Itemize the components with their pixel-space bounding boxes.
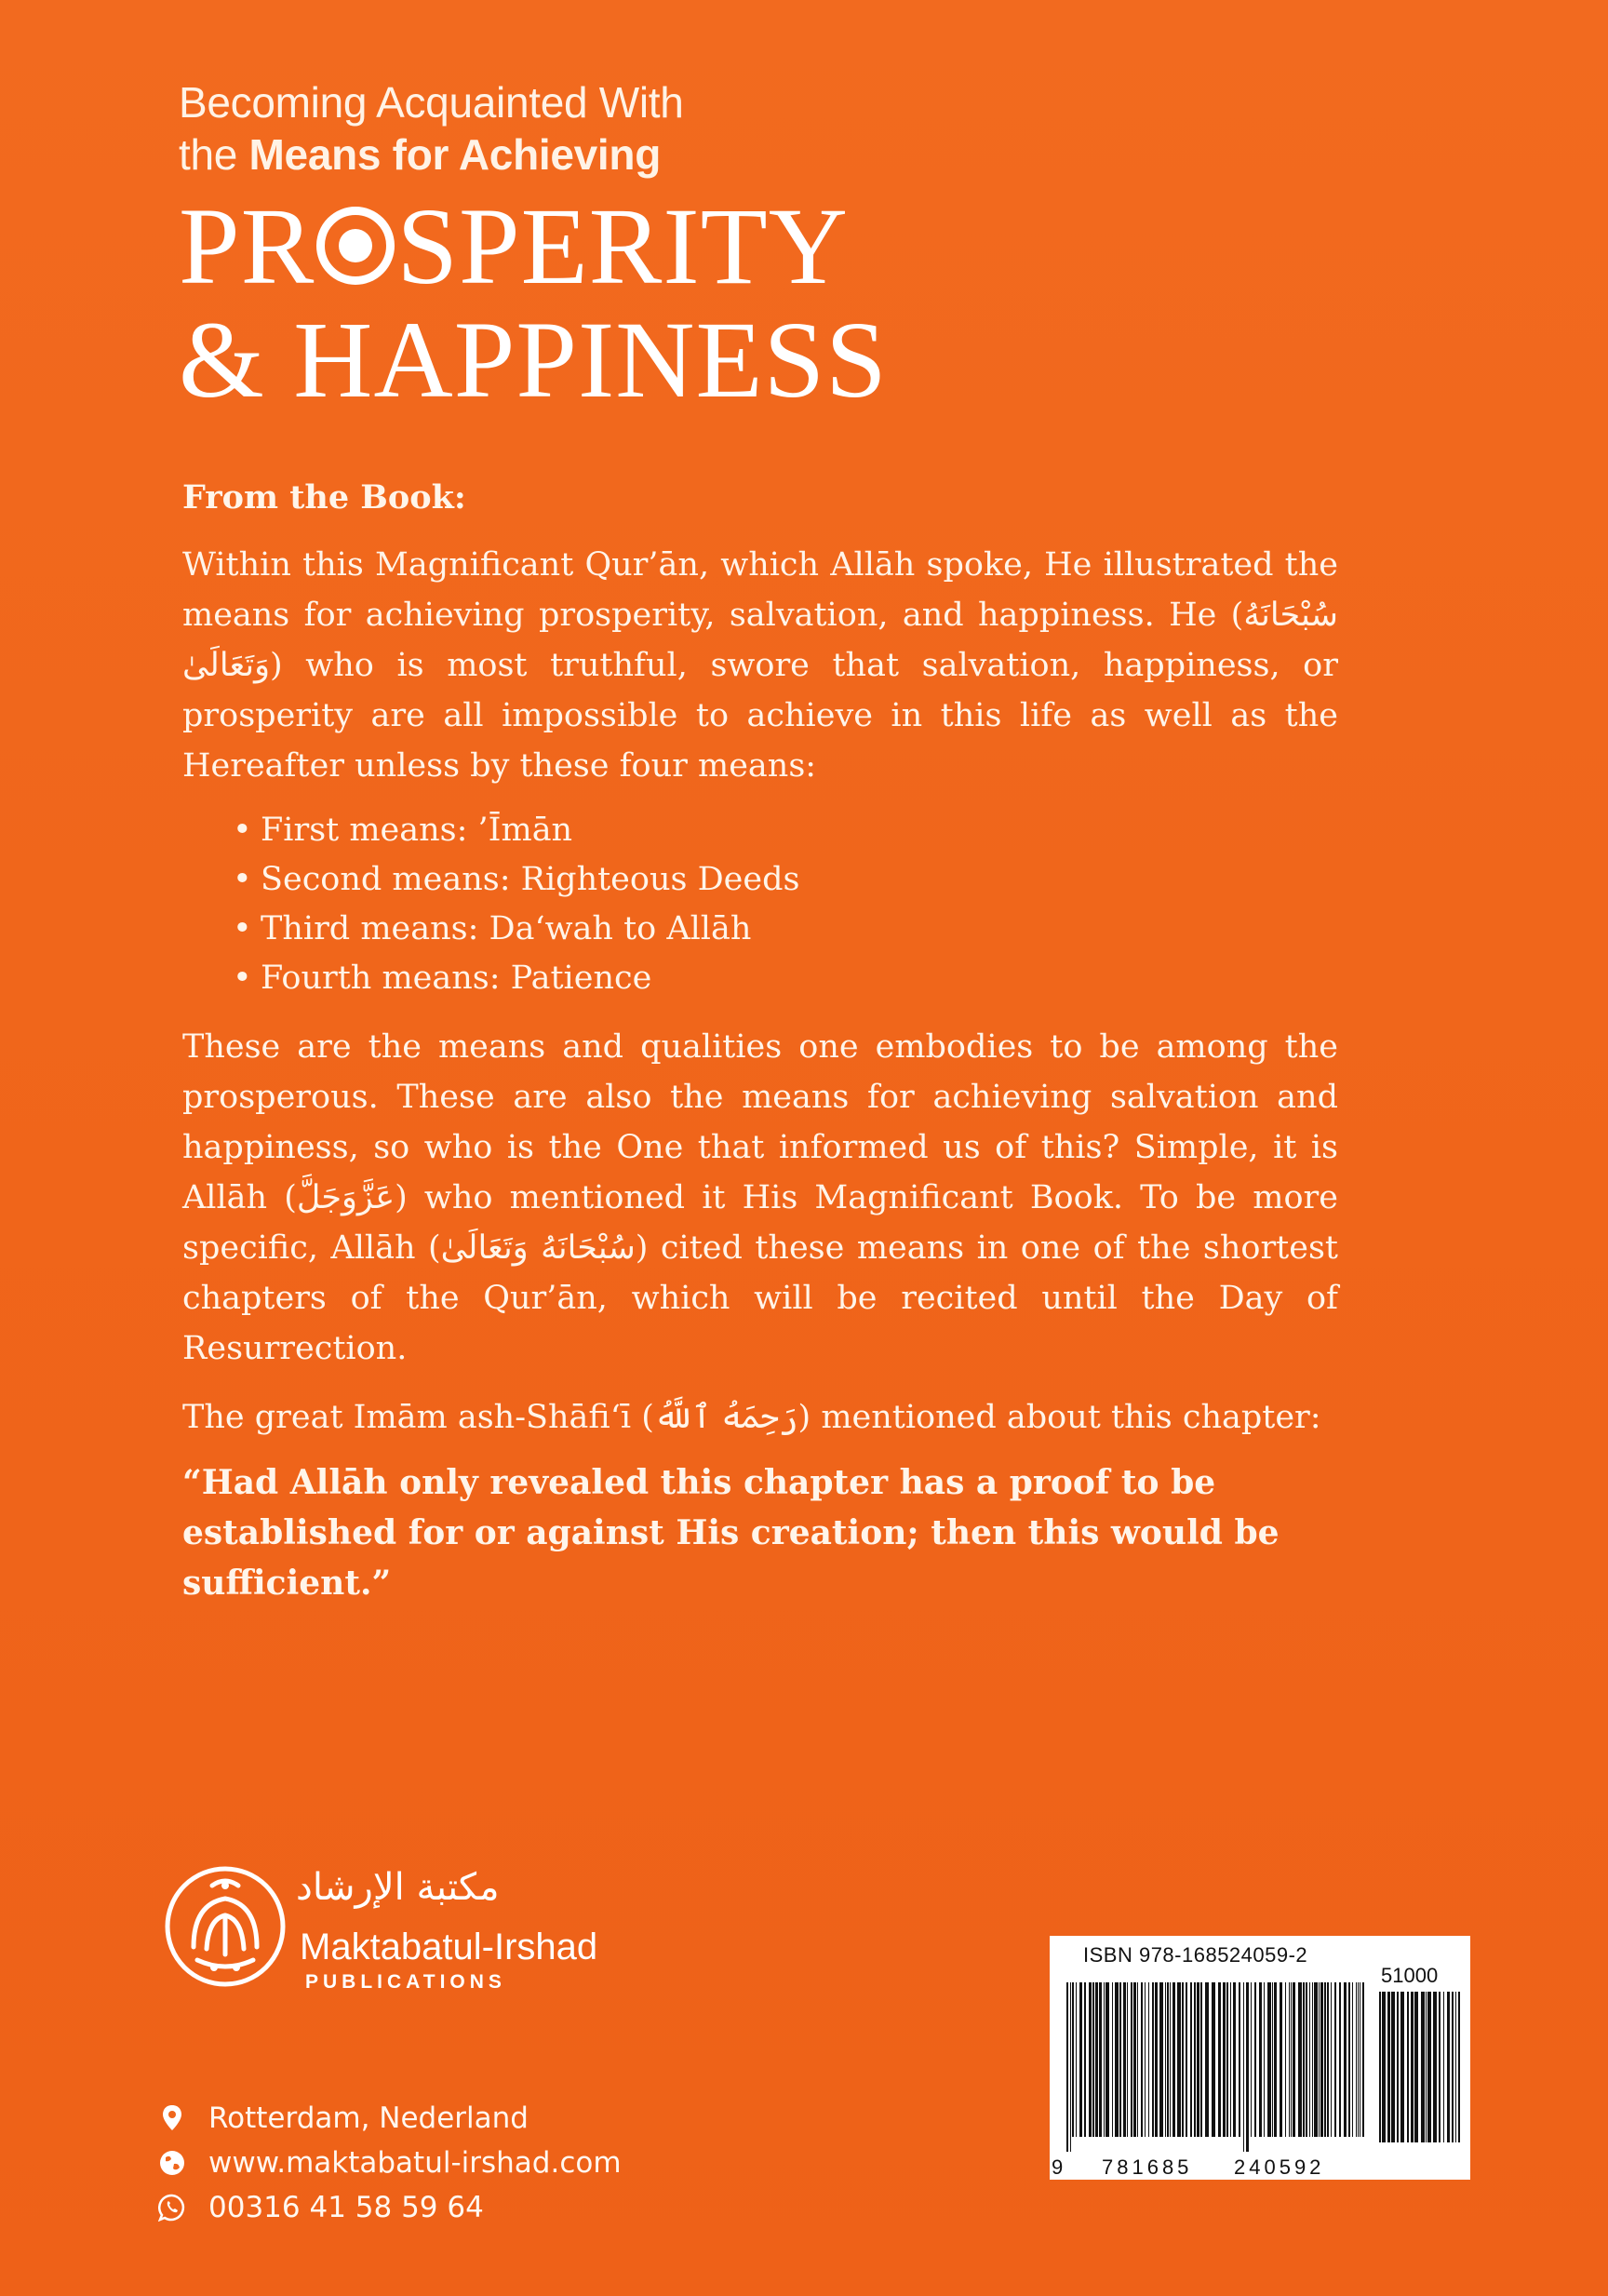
barcode-bar: [1099, 1982, 1102, 2137]
barcode-bar: [1233, 1982, 1236, 2137]
barcode-bar: [1092, 1982, 1094, 2137]
publisher-subtitle: PUBLICATIONS: [305, 1971, 506, 1993]
barcode-bar: [1066, 1982, 1068, 2152]
barcode-bar: [1427, 1992, 1431, 2142]
barcode-bar: [1452, 1992, 1454, 2142]
barcode-bar: [1205, 1982, 1209, 2137]
barcode-bar: [1159, 1982, 1163, 2137]
contact-phone-text: 00316 41 58 59 64: [208, 2191, 484, 2224]
barcode-bar: [1312, 1982, 1313, 2137]
barcode-bar: [1348, 1982, 1350, 2137]
barcode-bar: [1407, 1992, 1409, 2142]
quote-text: “Had Allāh only revealed this chapter has a proof to be established for or against His creation; then this would be sufficient.”: [182, 1463, 1280, 1603]
barcode-bar: [1145, 1982, 1146, 2137]
main-title-line-1: [179, 185, 1016, 307]
barcode-bar: [1190, 1982, 1192, 2137]
barcode-bar: [1439, 1992, 1440, 2142]
price-code: 51000: [1381, 1964, 1439, 1987]
barcode-bar: [1411, 1992, 1414, 2142]
barcode-bar: [1356, 1982, 1357, 2137]
barcode-bar: [1306, 1982, 1307, 2137]
barcode-bar: [1104, 1982, 1105, 2137]
barcode-panel: [1050, 1936, 1470, 2180]
barcode-bar: [1319, 1982, 1320, 2137]
barcode-bar: [1433, 1992, 1437, 2142]
contact-info: [156, 2096, 622, 2230]
barcode-bar: [1382, 1992, 1386, 2142]
barcode-bar: [1264, 1982, 1265, 2137]
barcode-bar: [1197, 1982, 1199, 2137]
main-title-line-2: & HAPPINESS: [179, 299, 888, 421]
barcode-bar: [1458, 1992, 1460, 2142]
title-post: SPERITY: [396, 185, 849, 307]
barcode-bar: [1182, 1982, 1184, 2137]
location-pin-icon: [156, 2102, 188, 2134]
list-item: • First means: ’Īmān: [238, 806, 1338, 855]
barcode-bar: [1200, 1982, 1202, 2137]
barcode-bar: [1320, 1982, 1323, 2137]
barcode-bar: [1155, 1982, 1158, 2137]
barcode-bar: [1089, 1982, 1092, 2137]
barcode-bar: [1303, 1982, 1305, 2137]
barcode-bar: [1362, 1982, 1364, 2137]
barcode-bar: [1339, 1982, 1341, 2137]
barcode-bar: [1177, 1982, 1181, 2137]
barcode-bar: [1352, 1982, 1353, 2137]
barcode-bar: [1391, 1992, 1395, 2142]
barcode-bar: [1230, 1982, 1231, 2137]
barcode-bar: [1119, 1982, 1121, 2137]
second-paragraph: These are the means and qualities one embodies to be among the prosperous. These are also the means for achieving salvation and happiness, so who is the One that informed us of this? Simple, it is Allāh (عَزَّوَجَلَّ) who mentioned it His Magnificant Book. To be more specific, Allāh (سُبْحَانَهُ وَتَعَالَىٰ) cited these means in one of the shortest chapters of the Qur’ān, which will be recited until the Day of Resurrection.: [182, 1028, 1338, 1367]
barcode-bar: [1334, 1982, 1336, 2137]
barcode-bar: [1167, 1982, 1169, 2137]
barcode-bar: [1243, 1982, 1244, 2152]
barcode-bar: [1251, 1982, 1252, 2137]
barcode-bar: [1344, 1982, 1347, 2137]
barcode-bar: [1414, 1992, 1418, 2142]
barcode-bar: [1070, 1982, 1071, 2152]
barcode-bar: [1079, 1982, 1082, 2137]
list-item: • Second means: Righteous Deeds: [238, 855, 1338, 905]
contact-location-text: Rotterdam, Nederland: [208, 2101, 529, 2135]
barcode-bar: [1095, 1982, 1098, 2137]
barcode-bar: [1327, 1982, 1329, 2137]
barcode-bar: [1084, 1982, 1086, 2137]
publisher-logo-icon: [156, 1858, 294, 1995]
barcode-bar: [1254, 1982, 1256, 2137]
means-list: [238, 806, 1338, 1003]
barcode-bar: [1331, 1982, 1332, 2137]
barcode-digit-lead: 9: [1052, 2155, 1064, 2179]
barcode-bar: [1309, 1982, 1310, 2137]
publisher-name: Maktabatul-Irshad: [300, 1927, 598, 1967]
barcode-bar: [1455, 1992, 1456, 2142]
barcode-bar: [1421, 1992, 1425, 2142]
barcode-bar: [1387, 1992, 1390, 2142]
barcode-bar: [1123, 1982, 1126, 2137]
barcode-bar: [1212, 1982, 1215, 2137]
barcode-bar: [1259, 1982, 1262, 2137]
barcode-bar: [1267, 1982, 1271, 2137]
barcode-bar: [1194, 1982, 1196, 2137]
barcode-bar: [1285, 1982, 1286, 2137]
barcode-bar: [1106, 1982, 1109, 2137]
barcode-digits-right: 240592: [1234, 2155, 1325, 2179]
publisher-arabic-name: مكتبة الإرشاد: [296, 1866, 500, 1909]
barcode-bar: [1170, 1982, 1171, 2137]
contact-website[interactable]: [156, 2141, 622, 2185]
book-excerpt: [182, 473, 1338, 1642]
list-item: • Fourth means: Patience: [238, 954, 1338, 1003]
contact-phone: [156, 2185, 622, 2230]
barcode-bar: [1397, 1992, 1399, 2142]
barcode-bar: [1426, 1992, 1427, 2142]
barcode-bar: [1246, 1982, 1249, 2152]
barcode-bar: [1137, 1982, 1138, 2137]
title-block: [179, 76, 1016, 421]
contact-location: [156, 2096, 622, 2141]
section-heading: From the Book:: [182, 478, 466, 517]
list-item: • Third means: Da‘wah to Allāh: [238, 905, 1338, 954]
barcode-bar: [1072, 1982, 1074, 2137]
subtitle-line-2: [179, 128, 1016, 181]
barcode-bar: [1076, 1982, 1077, 2137]
barcode-bar: [1272, 1982, 1273, 2137]
barcode-bar: [1400, 1992, 1404, 2142]
third-paragraph: The great Imām ash-Shāfi‘ī (رَحِمَهُ ٱللَّهُ) mentioned about this chapter:: [182, 1399, 1321, 1436]
barcode-bar: [1186, 1982, 1187, 2137]
barcode-bar: [1239, 1982, 1240, 2137]
o-ring-icon: [316, 207, 395, 285]
barcode-bar: [1172, 1982, 1175, 2137]
title-pre: PR: [179, 185, 315, 307]
barcode-bar: [1218, 1982, 1221, 2137]
barcode-bar: [1148, 1982, 1149, 2137]
barcode-bar: [1112, 1982, 1113, 2137]
publisher-logo-block: [156, 1858, 677, 2025]
isbn-text: ISBN 978-168524059-2: [1083, 1943, 1308, 1967]
barcode-bar: [1379, 1992, 1381, 2142]
isbn-barcode: [1065, 1982, 1366, 2152]
barcode-bar: [1115, 1982, 1119, 2137]
subtitle-prefix: the: [179, 130, 249, 179]
barcode-bar: [1324, 1982, 1326, 2137]
barcode-bar: [1274, 1982, 1277, 2137]
barcode-bar: [1298, 1982, 1302, 2137]
barcode-bar: [1289, 1982, 1290, 2137]
barcode-bar: [1141, 1982, 1143, 2137]
barcode-bar: [1291, 1982, 1292, 2137]
globe-icon: [156, 2147, 188, 2179]
barcode-bar: [1127, 1982, 1128, 2137]
contact-website-text[interactable]: www.maktabatul-irshad.com: [208, 2146, 622, 2180]
barcode-digits-left: 781685: [1102, 2155, 1193, 2179]
whatsapp-icon: [156, 2192, 188, 2223]
barcode-bar: [1223, 1982, 1226, 2137]
price-barcode: [1377, 1992, 1463, 2157]
barcode-bar: [1314, 1982, 1318, 2137]
subtitle-bold: Means for Achieving: [248, 130, 661, 179]
barcode-bar: [1165, 1982, 1166, 2137]
barcode-bar: [1293, 1982, 1295, 2137]
barcode-bar: [1133, 1982, 1136, 2137]
barcode-bar: [1358, 1982, 1359, 2137]
barcode-bar: [1226, 1982, 1228, 2137]
barcode-bar: [1280, 1982, 1282, 2137]
subtitle-line-1: Becoming Acquainted With: [179, 78, 684, 127]
barcode-bar: [1447, 1992, 1450, 2142]
intro-paragraph: Within this Magnificant Qur’ān, which Allāh spoke, He illustrated the means for achieving prosperity, salvation, and happiness. He (سُبْحَانَهُ وَتَعَالَىٰ) who is most truthful, swore that salvation, happiness, or prosperity are all impossible to achieve in this life as well as the Hereafter unless by these four means:: [182, 546, 1338, 785]
barcode-bar: [1131, 1982, 1132, 2137]
barcode-bar: [1152, 1982, 1154, 2137]
barcode-bar: [1443, 1992, 1444, 2142]
